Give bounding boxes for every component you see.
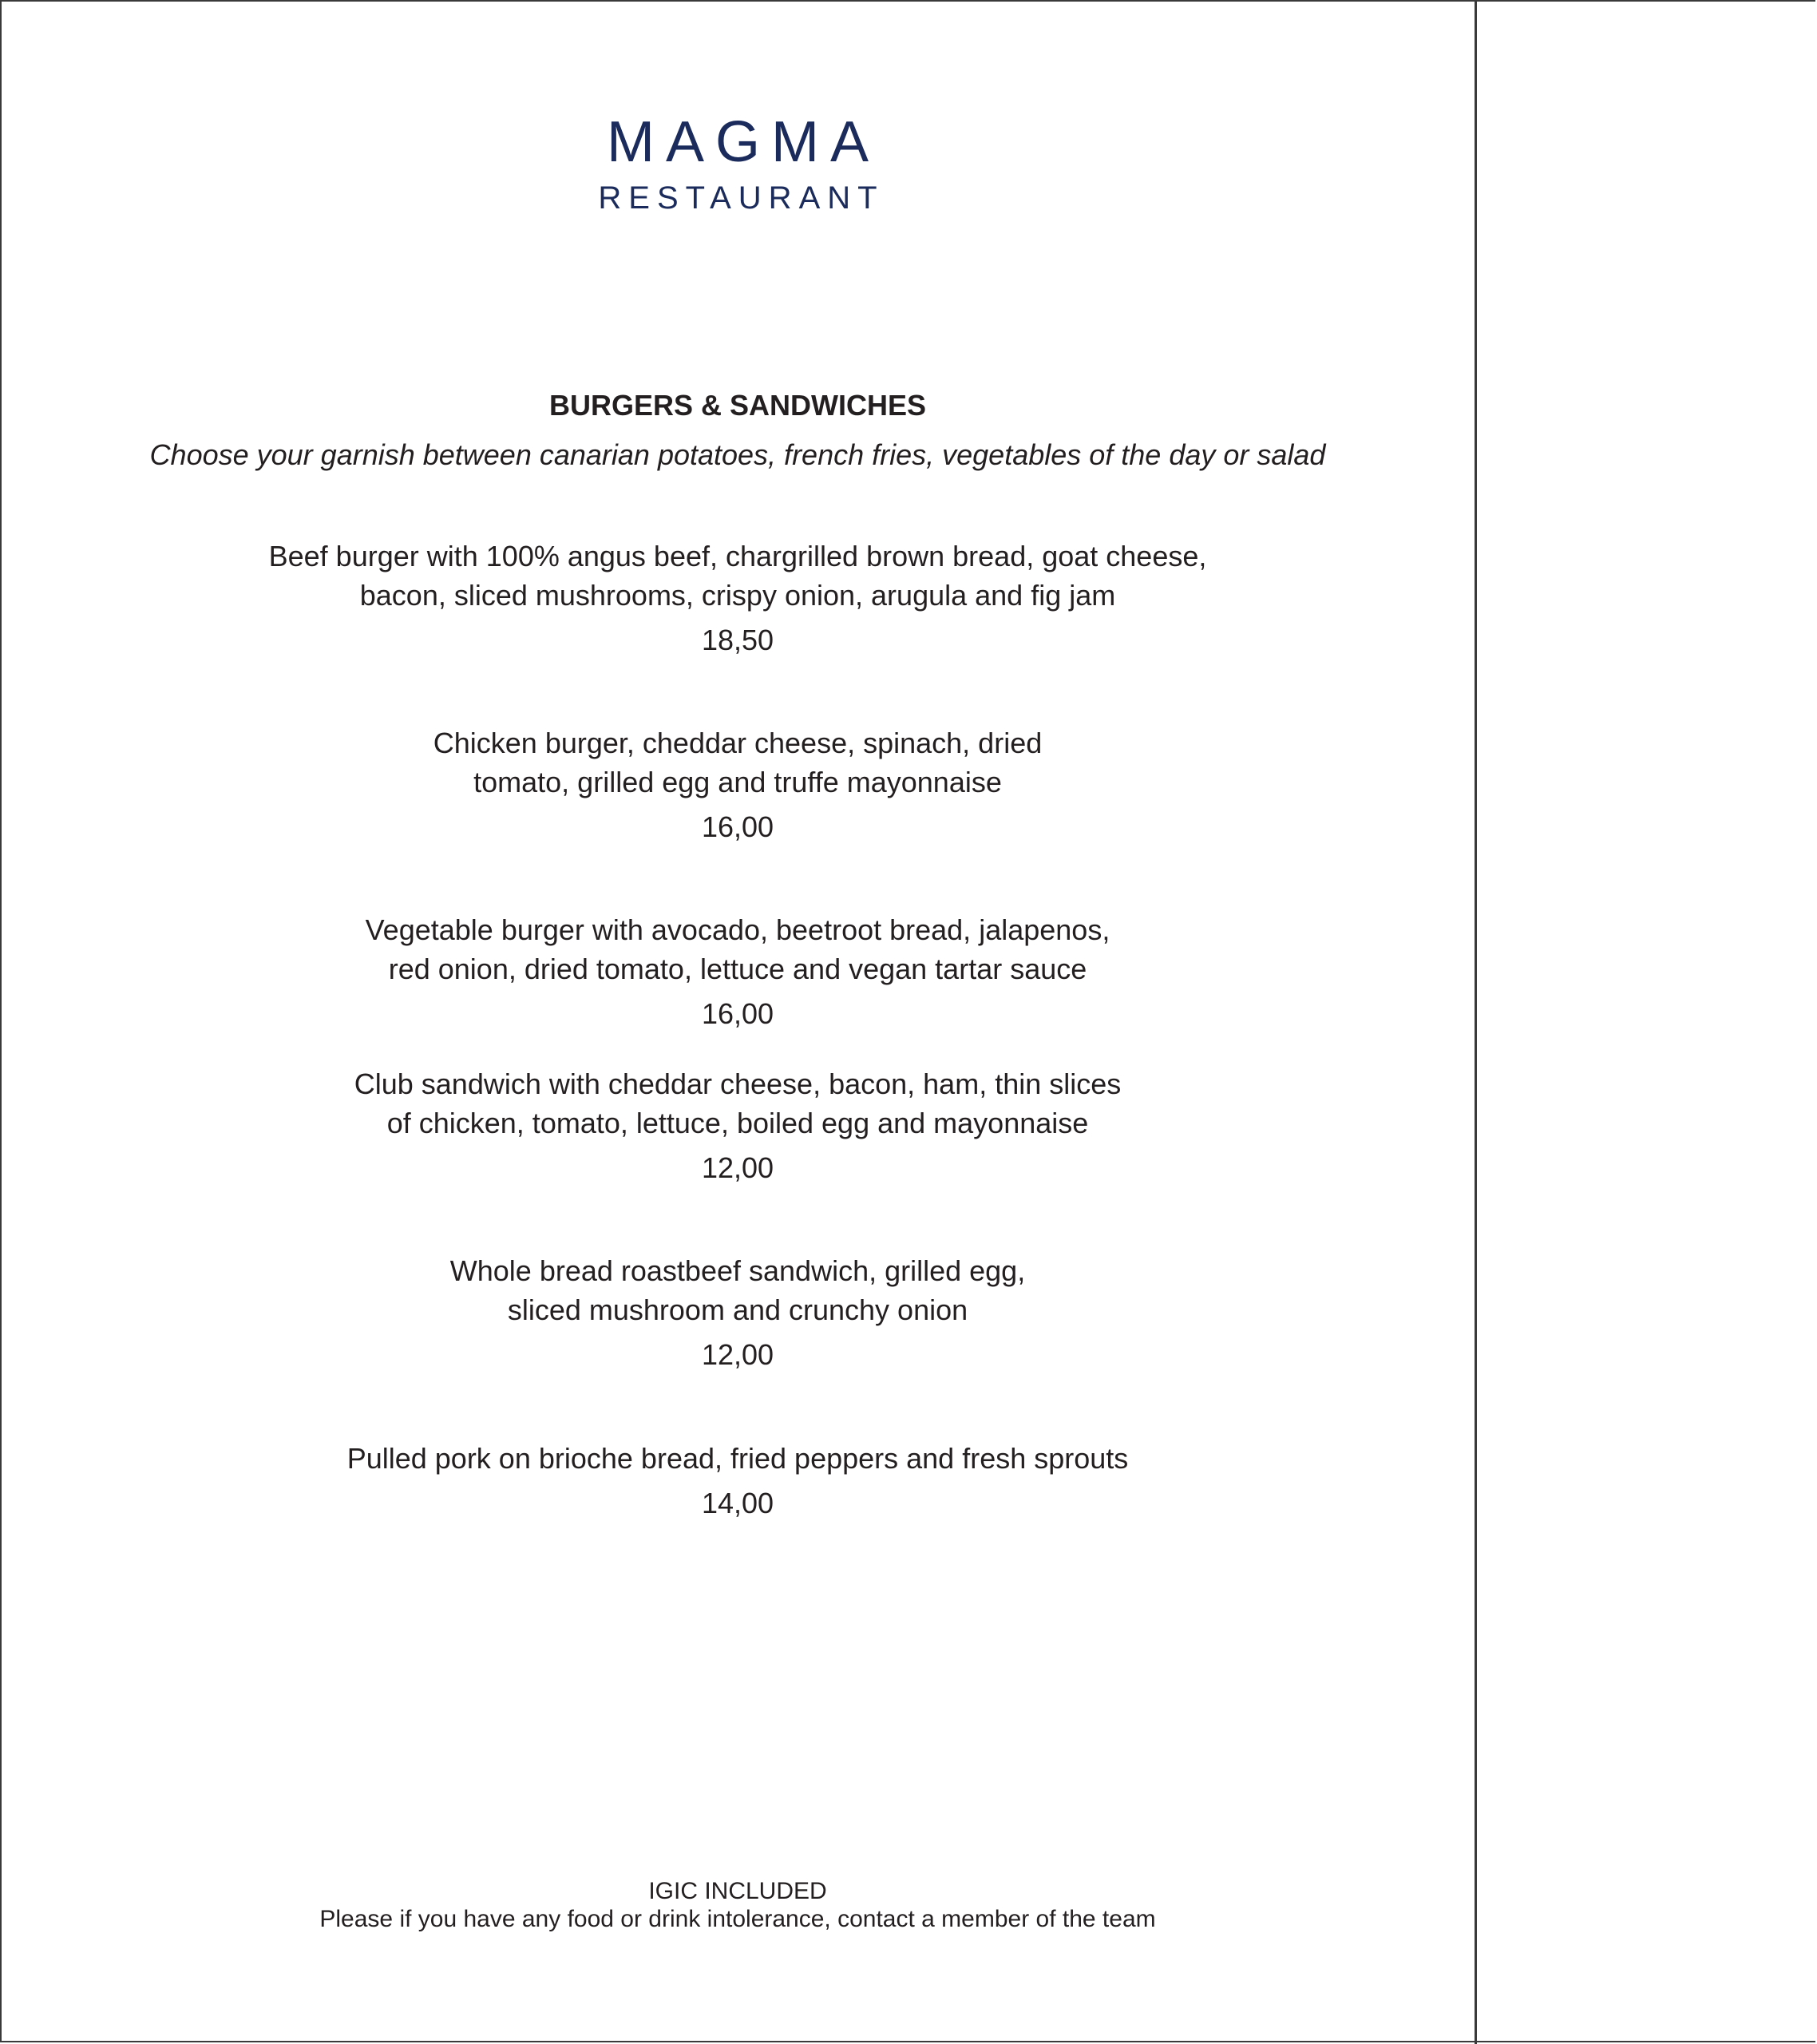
item-description: Pulled pork on brioche bread, fried peppers and fresh sprouts [346, 1442, 1129, 1475]
restaurant-subtitle: RESTAURANT [598, 180, 885, 216]
menu-item-club-sandwich [0, 1064, 1475, 1182]
menu-item-beef-burger [0, 537, 1475, 655]
item-description: Chicken burger, cheddar cheese, spinach, dried tomato, grilled egg and truffe mayonnaise [433, 727, 1043, 798]
item-description: Whole bread roastbeef sandwich, grilled egg, sliced mushroom and crunchy onion [449, 1254, 1026, 1326]
item-price: 16,00 [701, 810, 774, 843]
garnish-note: Choose your garnish between canarian potatoes, french fries, vegetables of the day or salad [149, 438, 1326, 471]
menu-item-chicken-burger [0, 723, 1475, 842]
item-price: 16,00 [701, 997, 774, 1030]
menu-item-pulled-pork [0, 1439, 1475, 1518]
item-price: 12,00 [701, 1151, 774, 1184]
tax-note: IGIC INCLUDED [648, 1878, 827, 1904]
item-description: Club sandwich with cheddar cheese, bacon, ham, thin slices of chicken, tomato, lettuce, boiled egg and mayonnaise [354, 1068, 1122, 1139]
item-description: Beef burger with 100% angus beef, chargrilled brown bread, goat cheese, bacon, sliced mushrooms, crispy onion, arugula and fig jam [268, 540, 1207, 612]
section-title: BURGERS & SANDWICHES [548, 389, 927, 422]
menu-item-roastbeef-sandwich [0, 1251, 1475, 1369]
item-price: 18,50 [701, 624, 774, 656]
item-description: Vegetable burger with avocado, beetroot bread, jalapenos, red onion, dried tomato, lettuce and vegan tartar sauce [365, 913, 1110, 985]
menu-item-vegetable-burger [0, 910, 1475, 1028]
allergy-note: Please if you have any food or drink intolerance, contact a member of the team [319, 1906, 1156, 1932]
item-price: 14,00 [701, 1487, 774, 1519]
item-price: 12,00 [701, 1338, 774, 1371]
restaurant-name: MAGMA [606, 110, 880, 174]
